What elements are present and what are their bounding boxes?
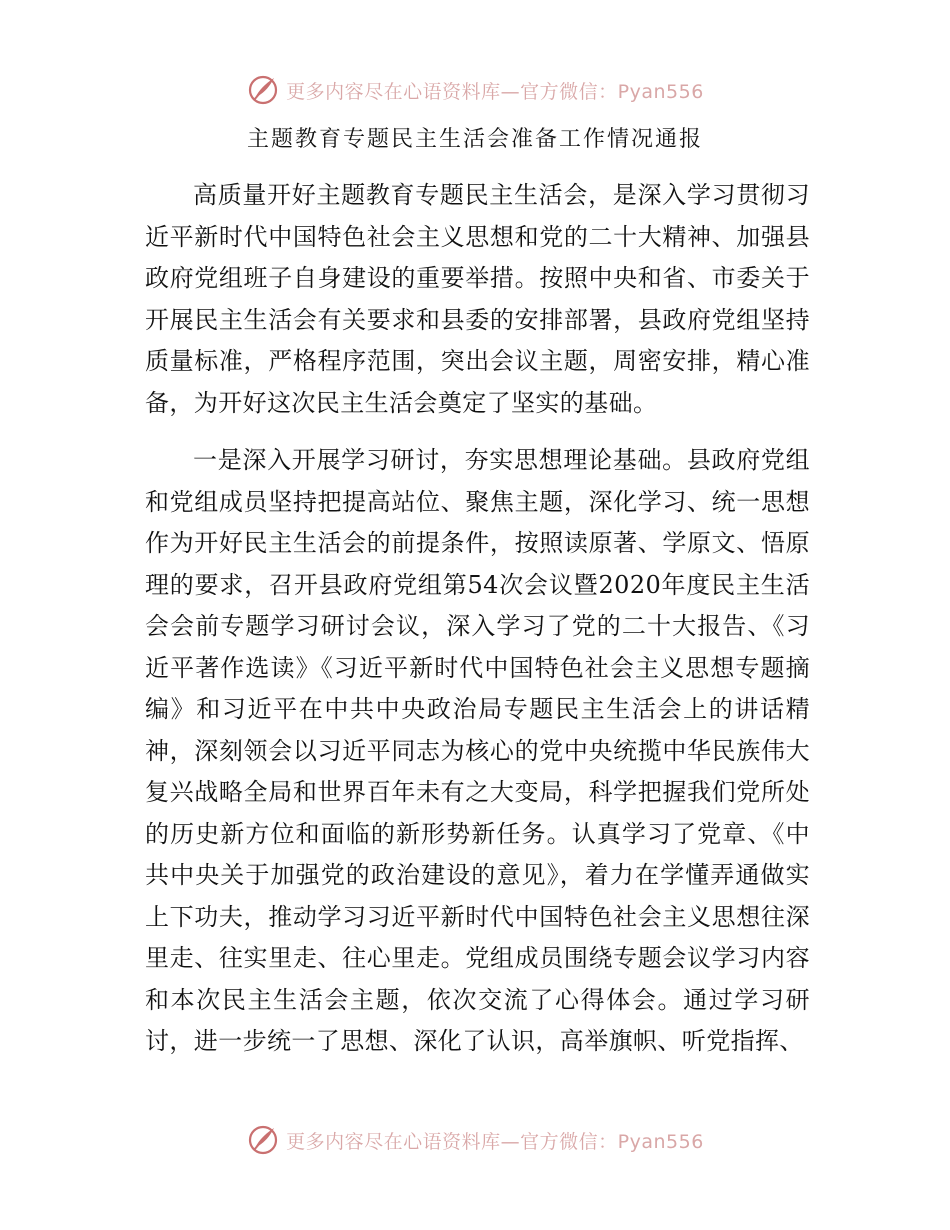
footer-banner <box>0 1120 950 1160</box>
paragraph-intro: 高质量开好主题教育专题民主生活会，是深入学习贯彻习近平新时代中国特色社会主义思想和党的二十大精神、加强县政府党组班子自身建设的重要举措。按照中央和省、市委关于开展民主生活会有关要求和县委的安排部署，县政府党组坚持质量标准，严格程序范围，突出会议主题，周密安排，精心准备，为开好这次民主生活会奠定了坚实的基础。 <box>145 181 810 417</box>
header-banner-text: 更多内容尽在心语资料库—官方微信：Pyan556 <box>286 80 704 103</box>
quill-logo-icon <box>246 1123 280 1157</box>
paragraph-study: 一是深入开展学习研讨，夯实思想理论基础。县政府党组和党组成员坚持把提高站位、聚焦主题，深化学习、统一思想作为开好民主生活会的前提条件，按照读原著、学原文、悟原理的要求，召开县政府党组第54次会议暨2020年度民主生活会会前专题学习研讨会议，深入学习了党的二十大报告、《习近平著作选读》《习近平新时代中国特色社会主义思想专题摘编》和习近平在中共中央政治局专题民主生活会上的讲话精神，深刻领会以习近平同志为核心的党中央统揽中华民族伟大复兴战略全局和世界百年未有之大变局，科学把握我们党所处的历史新方位和面临的新形势新任务。认真学习了党章、《中共中央关于加强党的政治建设的意见》，着力在学懂弄通做实上下功夫，推动学习习近平新时代中国特色社会主义思想往深里走、往实里走、往心里走。党组成员围绕专题会议学习内容和本次民主生活会主题，依次交流了心得体会。通过学习研讨，进一步统一了思想、深化了认识，高举旗帜、听党指挥、 <box>145 446 810 1055</box>
document-title: 主题教育专题民主生活会准备工作情况通报 <box>246 127 703 152</box>
quill-logo-icon <box>246 73 280 107</box>
header-banner <box>0 70 950 110</box>
footer-banner-text: 更多内容尽在心语资料库—官方微信：Pyan556 <box>286 1130 704 1153</box>
